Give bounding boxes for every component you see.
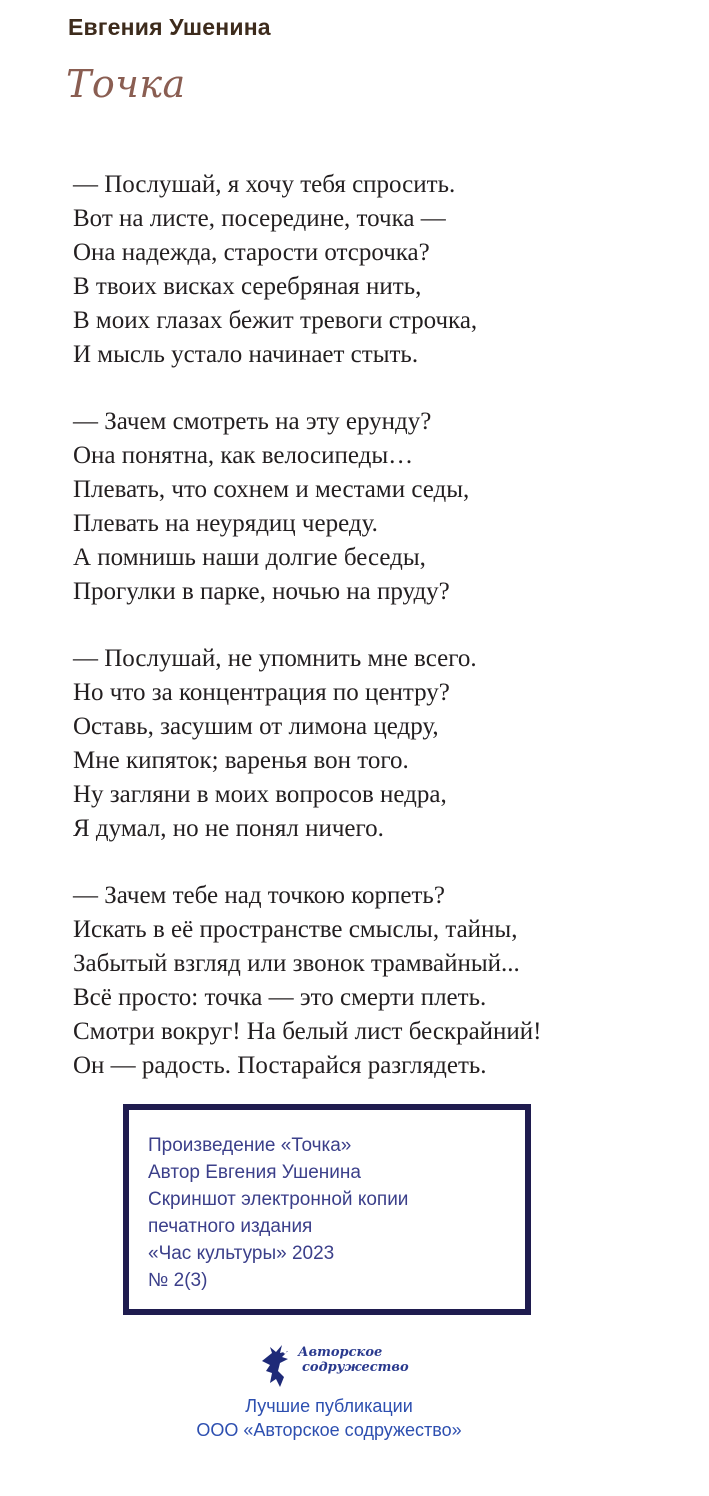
poem-line: — Послушай, я хочу тебя спросить. bbox=[73, 171, 456, 198]
poem-line: — Зачем тебе над точкою корпеть? bbox=[73, 882, 445, 909]
footer-line: ООО «Авторское содружество» bbox=[196, 1420, 462, 1440]
stanza bbox=[73, 879, 693, 1083]
poem-line: Оставь, засушим от лимона цедру, bbox=[73, 713, 439, 740]
logo-line: содружество bbox=[302, 1360, 409, 1375]
poem-line: И мысль устало начинает стыть. bbox=[73, 341, 419, 368]
poem-line: Он — радость. Постарайся разглядеть. bbox=[73, 1052, 487, 1079]
pegasus-icon bbox=[258, 1343, 298, 1389]
info-line: Произведение «Точка» bbox=[148, 1135, 352, 1156]
poem-line: Мне кипяток; варенья вон того. bbox=[73, 747, 409, 774]
publisher-logo bbox=[258, 1343, 409, 1391]
poem-line: Забытый взгляд или звонок трамвайный... bbox=[73, 950, 520, 977]
info-line: Автор Евгения Ушенина bbox=[148, 1162, 361, 1183]
poem-body bbox=[73, 168, 693, 1116]
poem-line: Вот на листе, посередине, точка — bbox=[73, 205, 446, 232]
stanza bbox=[73, 405, 693, 609]
poem-line: Плевать на неурядиц череду. bbox=[73, 510, 378, 537]
poem-line: В моих глазах бежит тревоги строчка, bbox=[73, 307, 478, 334]
stanza bbox=[73, 168, 693, 372]
publisher-logo-text bbox=[298, 1345, 409, 1375]
publication-info-box bbox=[123, 1104, 531, 1315]
poem-line: — Зачем смотреть на эту ерунду? bbox=[73, 408, 432, 435]
logo-line: Авторское bbox=[298, 1345, 383, 1360]
info-line: «Час культуры» 2023 bbox=[148, 1243, 335, 1264]
poem-line: Я думал, но не понял ничего. bbox=[73, 815, 384, 842]
poem-line: Плевать, что сохнем и местами седы, bbox=[73, 476, 470, 503]
poem-line: А помнишь наши долгие беседы, bbox=[73, 544, 426, 571]
info-line: № 2(3) bbox=[148, 1270, 208, 1291]
poem-line: Искать в её пространстве смыслы, тайны, bbox=[73, 916, 518, 943]
footer bbox=[0, 1394, 658, 1442]
poem-line: Она понятна, как велосипеды… bbox=[73, 442, 414, 469]
stanza bbox=[73, 642, 693, 846]
poem-line: Ну загляни в моих вопросов недра, bbox=[73, 781, 447, 808]
poem-line: Прогулки в парке, ночью на пруду? bbox=[73, 578, 450, 605]
poem-line: Но что за концентрация по центру? bbox=[73, 679, 450, 706]
publication-info-text bbox=[148, 1132, 408, 1294]
poem-line: — Послушай, не упомнить мне всего. bbox=[73, 645, 477, 672]
poem-line: Всё просто: точка — это смерти плеть. bbox=[73, 984, 487, 1011]
footer-line: Лучшие публикации bbox=[245, 1396, 413, 1416]
poem-title: Точка bbox=[66, 62, 186, 106]
poem-line: Смотри вокруг! На белый лист бескрайний! bbox=[73, 1018, 542, 1045]
info-line: печатного издания bbox=[148, 1216, 313, 1237]
author-name: Евгения Ушенина bbox=[68, 14, 271, 40]
poem-line: В твоих висках серебряная нить, bbox=[73, 273, 422, 300]
poem-line: Она надежда, старости отсрочка? bbox=[73, 239, 430, 266]
info-line: Скриншот электронной копии bbox=[148, 1189, 409, 1210]
